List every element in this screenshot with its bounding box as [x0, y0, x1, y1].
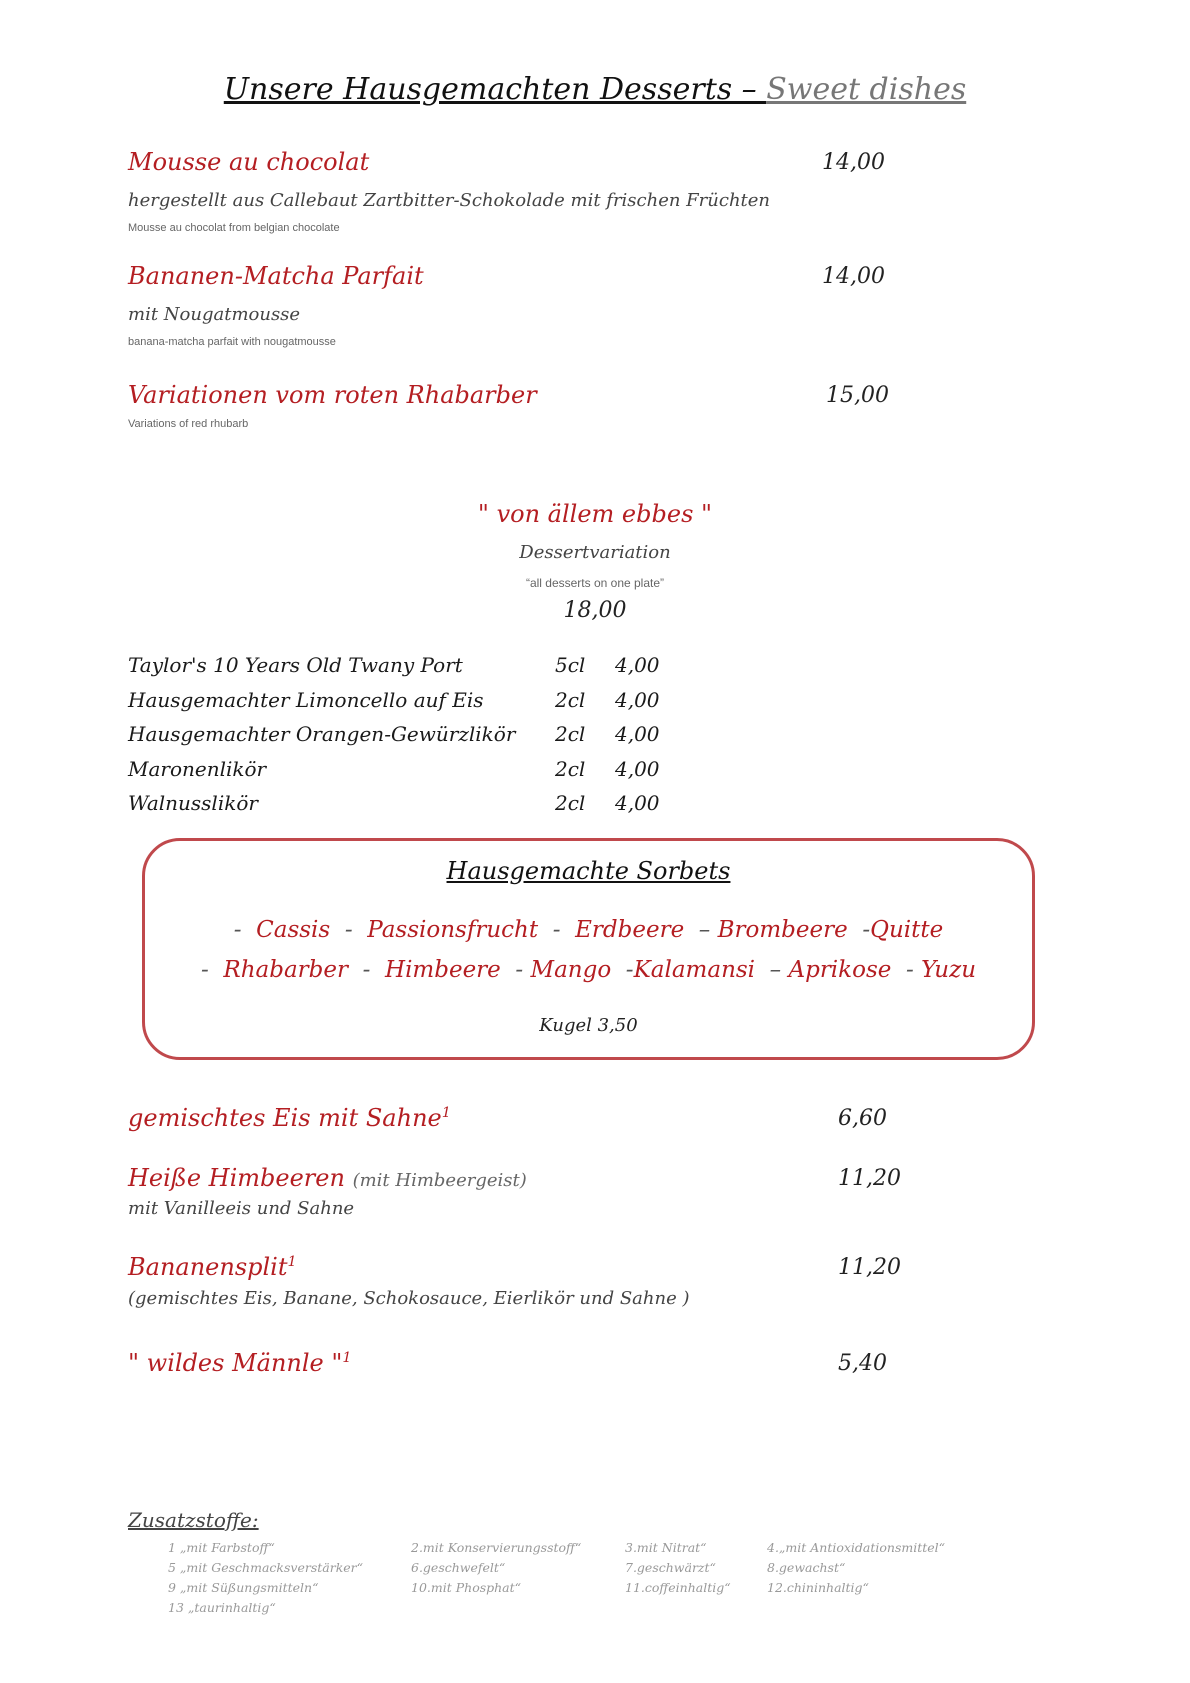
- drink-quantity: 5cl: [555, 653, 586, 678]
- dessert-name: Variationen vom roten Rhabarber: [128, 381, 537, 409]
- drink-row: [128, 648, 688, 683]
- additive-item: 7.geschwärzt“: [625, 1560, 716, 1575]
- sorbet-box: [142, 838, 1035, 1060]
- sorbet-flavor: Himbeere: [385, 957, 501, 983]
- sorbet-flavor: Brombeere: [717, 917, 848, 943]
- ice-item-label: Heiße Himbeeren: [128, 1164, 345, 1192]
- ice-item-name: [128, 1104, 451, 1132]
- title-english: Sweet dishes: [766, 72, 967, 107]
- special-price: 18,00: [563, 598, 627, 623]
- additive-item: 1 „mit Farbstoff“: [168, 1540, 275, 1555]
- ice-item-label: " wildes Männle ": [128, 1349, 343, 1377]
- sorbet-flavor: Passionsfrucht: [367, 917, 539, 943]
- sorbet-title: Hausgemachte Sorbets: [446, 857, 731, 885]
- dessert-price: 14,00: [822, 150, 885, 175]
- ice-item-footnote: 1: [441, 1105, 451, 1121]
- drink-price: 4,00: [615, 791, 660, 816]
- ice-item-footnote: 1: [342, 1350, 352, 1366]
- sorbet-flavor: Erdbeere: [575, 917, 685, 943]
- additive-item: 4.„mit Antioxidationsmittel“: [767, 1540, 946, 1555]
- special-name: " von ällem ebbes ": [477, 500, 713, 528]
- drink-quantity: 2cl: [555, 722, 586, 747]
- sorbet-flavor: Yuzu: [921, 957, 977, 983]
- ice-item-name: [128, 1253, 297, 1281]
- special-subtitle: Dessertvariation: [519, 542, 671, 563]
- ice-item-label: Bananensplit: [128, 1253, 288, 1281]
- drink-price: 4,00: [615, 722, 660, 747]
- special-english: “all desserts on one plate”: [525, 576, 665, 590]
- additive-item: 2.mit Konservierungsstoff“: [411, 1540, 582, 1555]
- sorbet-flavor: Cassis: [256, 917, 331, 943]
- ice-item-description: mit Vanilleeis und Sahne: [128, 1198, 355, 1219]
- drink-quantity: 2cl: [555, 791, 586, 816]
- drink-price: 4,00: [615, 756, 660, 781]
- sorbet-flavor: Kalamansi: [633, 957, 756, 983]
- page-title: [0, 72, 1190, 107]
- additive-item: 8.gewachst“: [767, 1560, 846, 1575]
- dessert-description: mit Nougatmousse: [128, 304, 301, 325]
- ice-item-price: 5,40: [838, 1351, 887, 1376]
- ice-item-label: gemischtes Eis mit Sahne: [128, 1104, 442, 1132]
- ice-item-price: 6,60: [838, 1106, 887, 1131]
- sorbet-line-2: - Rhabarber - Himbeere - Mango -Kalamansi – Aprikose - Yuzu: [200, 957, 977, 983]
- drink-name: Walnusslikör: [128, 791, 258, 816]
- drink-price: 4,00: [615, 687, 660, 712]
- drink-name: Taylor's 10 Years Old Twany Port: [128, 653, 463, 678]
- additive-item: 9 „mit Süßungsmitteln“: [168, 1580, 319, 1595]
- additive-item: 10.mit Phosphat“: [411, 1580, 522, 1595]
- drink-row: [128, 752, 688, 787]
- drink-quantity: 2cl: [555, 687, 586, 712]
- dessert-name: Mousse au chocolat: [128, 148, 370, 176]
- ice-item-price: 11,20: [838, 1255, 901, 1280]
- dessert-name: Bananen-Matcha Parfait: [128, 262, 424, 290]
- sorbet-flavor: Quitte: [870, 917, 944, 943]
- ice-item-footnote: 1: [287, 1254, 297, 1270]
- ice-item-name: [128, 1349, 352, 1377]
- additive-item: 13 „taurinhaltig“: [168, 1600, 276, 1615]
- drink-price: 4,00: [615, 653, 660, 678]
- drink-name: Hausgemachter Orangen-Gewürzlikör: [128, 722, 516, 747]
- drink-name: Maronenlikör: [128, 756, 267, 781]
- additive-item: 11.coffeinhaltig“: [625, 1580, 731, 1595]
- ice-item-description: (gemischtes Eis, Banane, Schokosauce, Eierlikör und Sahne ): [128, 1288, 690, 1309]
- dessert-english: Mousse au chocolat from belgian chocolate: [128, 222, 340, 234]
- sorbet-price: Kugel 3,50: [539, 1015, 638, 1036]
- sorbet-flavor: Rhabarber: [223, 957, 348, 983]
- dessert-description: hergestellt aus Callebaut Zartbitter-Schokolade mit frischen Früchten: [128, 190, 771, 211]
- additive-item: 6.geschwefelt“: [411, 1560, 506, 1575]
- additive-item: 12.chininhaltig“: [767, 1580, 869, 1595]
- ice-item-price: 11,20: [838, 1166, 901, 1191]
- dessert-english: Variations of red rhubarb: [128, 418, 249, 430]
- additive-item: 3.mit Nitrat“: [625, 1540, 707, 1555]
- drinks-list: [128, 648, 688, 821]
- dessert-price: 14,00: [822, 264, 885, 289]
- ice-item-note: (mit Himbeergeist): [352, 1170, 527, 1191]
- dessert-price: 15,00: [826, 383, 889, 408]
- drink-row: [128, 717, 688, 752]
- title-main: Unsere Hausgemachten Desserts –: [223, 72, 767, 107]
- drink-quantity: 2cl: [555, 756, 586, 781]
- drink-name: Hausgemachter Limoncello auf Eis: [128, 687, 484, 712]
- drink-row: [128, 683, 688, 718]
- additives-title: Zusatzstoffe:: [128, 1508, 259, 1532]
- additive-item: 5 „mit Geschmacksverstärker“: [168, 1560, 364, 1575]
- ice-item-name: [128, 1164, 527, 1192]
- sorbet-line-1: - Cassis - Passionsfrucht - Erdbeere – Brombeere -Quitte: [233, 917, 944, 943]
- sorbet-flavor: Aprikose: [788, 957, 892, 983]
- sorbet-flavor: Mango: [530, 957, 612, 983]
- dessert-english: banana-matcha parfait with nougatmousse: [128, 336, 336, 348]
- drink-row: [128, 786, 688, 821]
